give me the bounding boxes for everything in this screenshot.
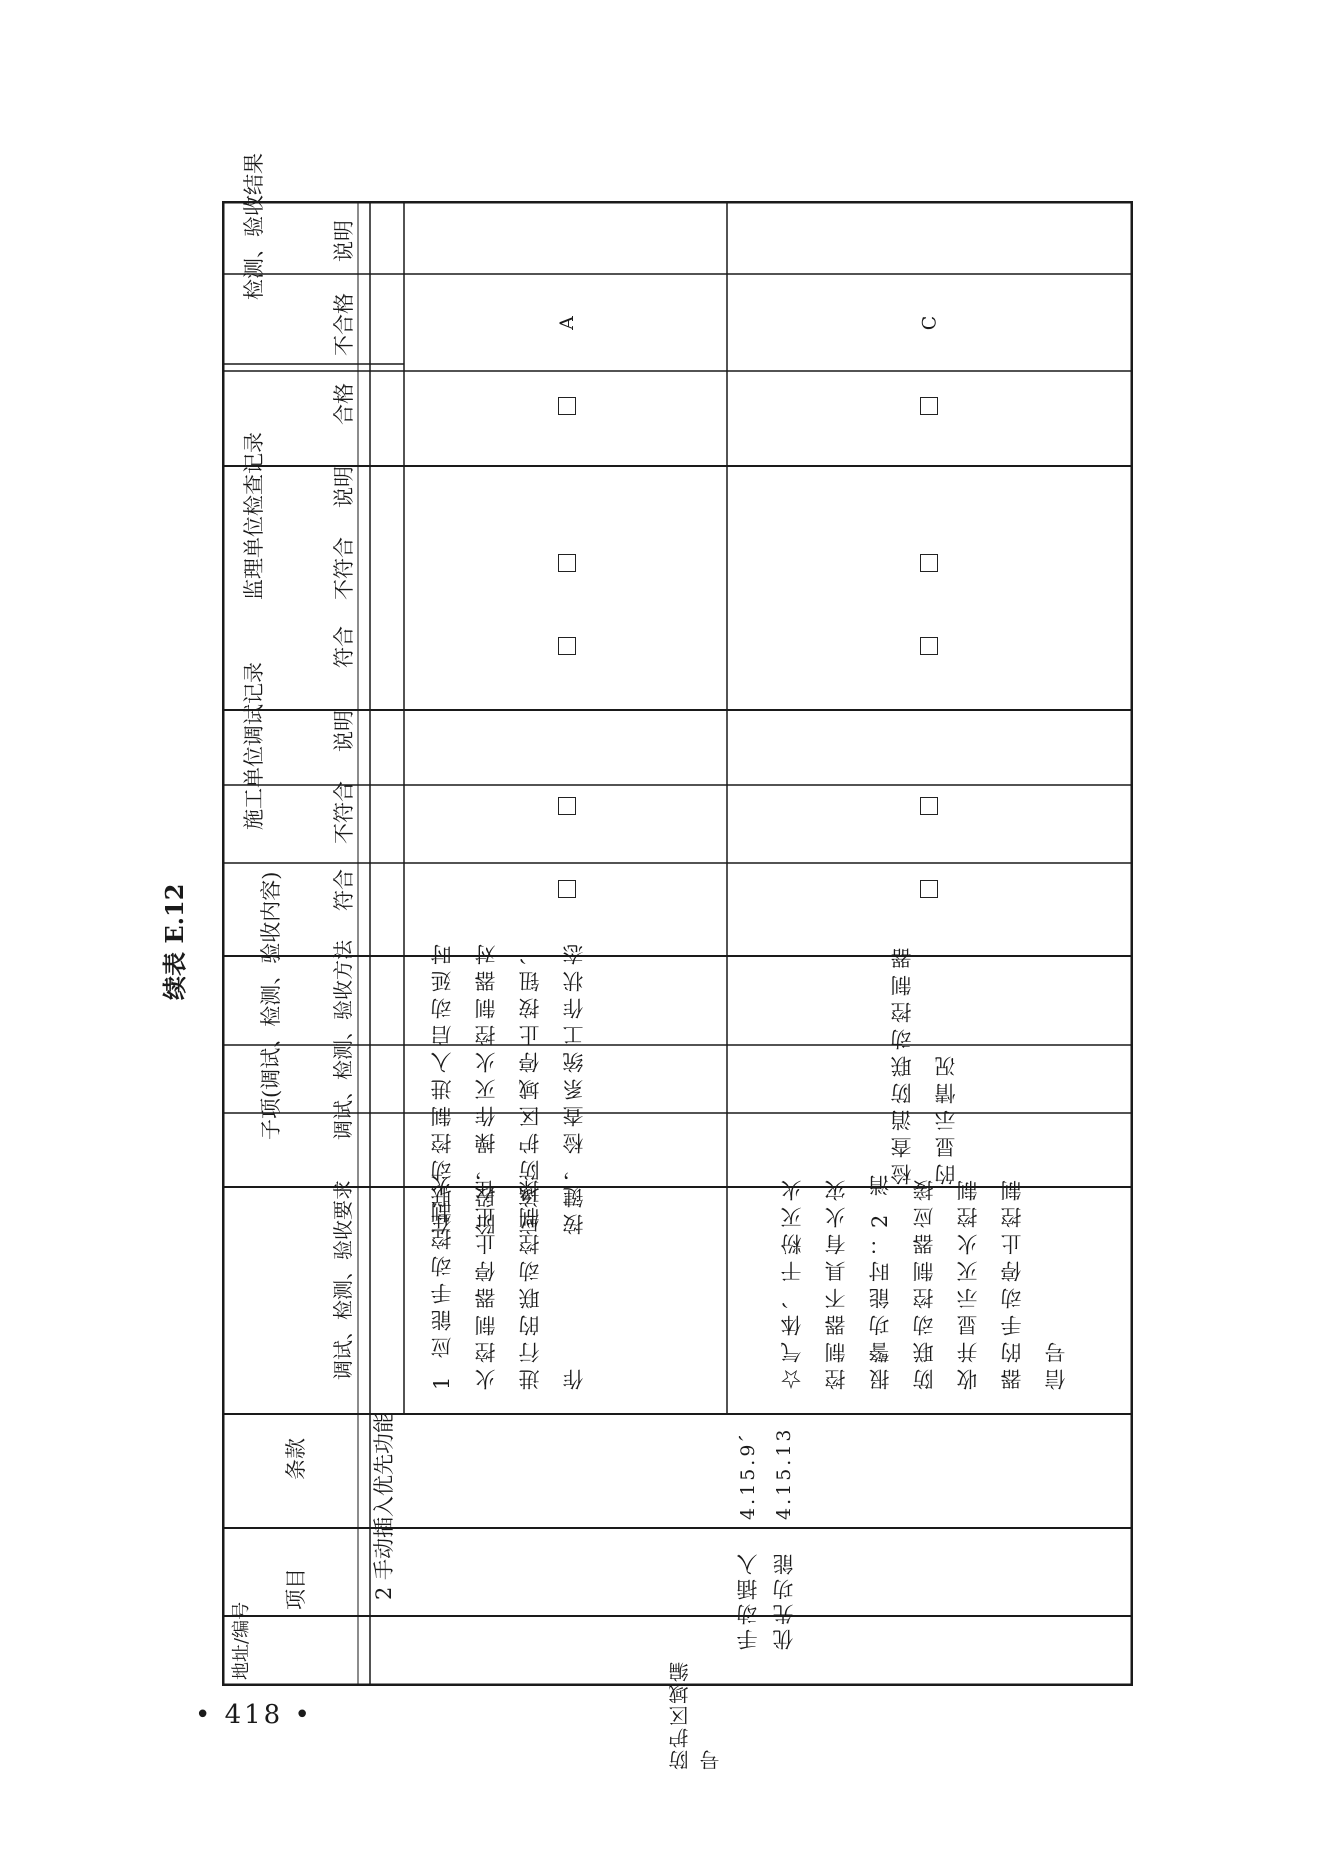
table-caption: 续表 E.12 [160,883,189,1000]
header-nonconform-2: 不符合 [332,537,356,600]
header-sub-item: 子项(调试、检测、验收内容) [259,871,283,1140]
header-clause: 条款 [284,1438,308,1480]
zone-label: 防护区域编号 [668,1660,723,1770]
header-requirement: 调试、检测、验收要求 [331,1180,355,1380]
row2-construction-conform-checkbox[interactable] [920,880,938,898]
header-qualified: 合格 [332,383,356,425]
header-note-1: 说明 [332,710,356,752]
header-nonconform-1: 不符合 [332,781,356,844]
row2-supervision-conform-checkbox[interactable] [920,637,938,655]
header-note-3: 说明 [332,220,356,262]
header-unqualified: 不合格 [332,293,356,356]
row1-construction-nonconform-checkbox[interactable] [558,797,576,815]
clause-value: 4.15.9、4.15.13 [737,1419,795,1520]
row2-construction-nonconform-checkbox[interactable] [920,797,938,815]
row1-grade: A [555,316,578,330]
row2-supervision-nonconform-checkbox[interactable] [920,554,938,572]
row1-construction-conform-checkbox[interactable] [558,880,576,898]
row2-qualified-checkbox[interactable] [920,397,938,415]
row1-qualified-checkbox[interactable] [558,397,576,415]
header-supervision-group: 监理单位检查记录 [242,432,266,600]
row1-supervision-conform-checkbox[interactable] [558,637,576,655]
section-title: 2 手动插入优先功能 [372,1411,396,1600]
header-acceptance-group: 检测、验收结果 [242,153,266,300]
row1-method: 在联动控制进入启动延时阶段，操作灭火控制器对应该防护区域停止按钮、按键，检查系统工作状态 [430,938,586,1235]
header-method: 调试、检测、验收方法 [331,940,355,1140]
header-note-2: 说明 [332,466,356,508]
row1-supervision-nonconform-checkbox[interactable] [558,554,576,572]
header-address-code: 地址/编号 [231,1601,252,1680]
row1-requirement: 1 应能手动控制火火控制器停止正在进行的联动控制操作 [430,1168,586,1390]
row2-requirement: ☆气体、干粉灭火控制器不具有火灾报警功能时：2 消防联动控制器应接收并显示灭火控制器的手动停止控制信号 [780,1168,1068,1390]
item-name: 手动插入优先功能 [736,1550,796,1650]
header-conform-1: 符合 [332,869,356,911]
acceptance-table [222,201,1133,1686]
header-item: 项目 [284,1568,308,1610]
row2-grade: C [918,315,941,331]
page-number: • 418 • [195,1700,313,1730]
header-construction-group: 施工单位调试记录 [242,662,266,830]
row2-method: 检查消防联动控制器的显示情况 [890,942,958,1185]
header-conform-2: 符合 [332,626,356,668]
